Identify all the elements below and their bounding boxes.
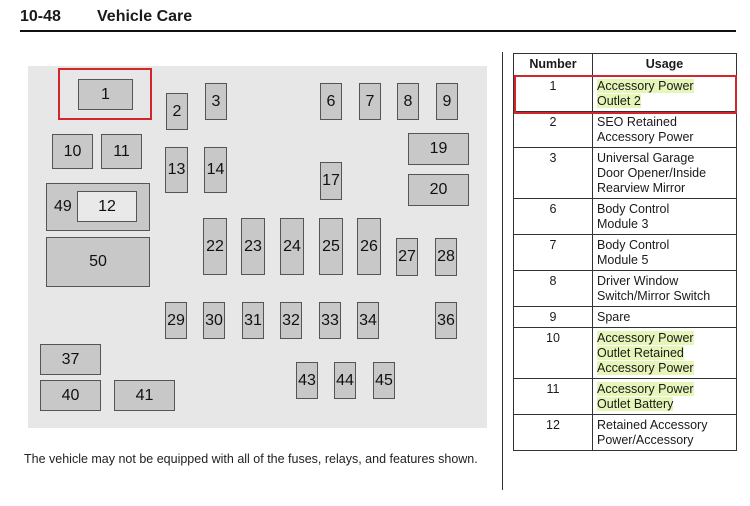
table-header-row (514, 54, 737, 76)
fuse-11: 11 (101, 134, 142, 169)
fuse-number: 11 (514, 379, 593, 415)
fuse-41: 41 (114, 380, 175, 411)
usage-line: Outlet 2 (597, 94, 641, 108)
usage-line: Spare (597, 310, 631, 324)
fuse-2: 2 (166, 93, 188, 130)
fuse-1-highlight-frame (58, 68, 152, 120)
fuse-usage (593, 199, 737, 235)
usage-line: Power/Accessory (597, 433, 694, 447)
usage-line: Module 3 (597, 217, 649, 231)
usage-line: Outlet Battery (597, 397, 674, 411)
fuse-23: 23 (241, 218, 265, 275)
usage-line: Outlet Retained (597, 346, 684, 360)
usage-line: Accessory Power (597, 79, 694, 93)
fuse-32: 32 (280, 302, 302, 339)
fuse-number: 8 (514, 271, 593, 307)
fuse-14: 14 (204, 147, 227, 193)
usage-line: Accessory Power (597, 331, 694, 345)
fuse-6: 6 (320, 83, 342, 120)
fuse-9: 9 (436, 83, 458, 120)
fuse-10: 10 (52, 134, 93, 169)
fuse-usage (593, 112, 737, 148)
table-row (514, 199, 737, 235)
fuse-13: 13 (165, 147, 188, 193)
fuse-30: 30 (203, 302, 225, 339)
fuse-17: 17 (320, 162, 342, 200)
fuse-50: 50 (46, 237, 150, 287)
fuse-number: 7 (514, 235, 593, 271)
usage-line: Module 5 (597, 253, 649, 267)
footnote: The vehicle may not be equipped with all of the fuses, relays, and features shown. (24, 452, 478, 466)
fuse-12: 12 (77, 191, 137, 222)
usage-line: Rearview Mirror (597, 181, 686, 195)
fuse-1: 1 (78, 79, 133, 110)
row-1-highlight-frame (514, 75, 737, 114)
number-column-header: Number (514, 54, 593, 76)
fuse-7: 7 (359, 83, 381, 120)
fuse-37: 37 (40, 344, 101, 375)
fuse-number: 1 (514, 76, 593, 112)
usage-line: Driver Window (597, 274, 679, 288)
fuse-36: 36 (435, 302, 457, 339)
usage-line: Accessory Power (597, 382, 694, 396)
usage-line: Accessory Power (597, 361, 694, 375)
table-row (514, 379, 737, 415)
fuse-usage (593, 328, 737, 379)
usage-line: Accessory Power (597, 130, 694, 144)
page-header (20, 6, 736, 32)
fuse-49: 49 (46, 183, 150, 231)
fuse-usage (593, 148, 737, 199)
usage-line: Retained Accessory (597, 418, 708, 432)
fuse-number: 2 (514, 112, 593, 148)
fuse-29: 29 (165, 302, 187, 339)
fuse-8: 8 (397, 83, 419, 120)
fuse-usage (593, 307, 737, 328)
fuse-number: 6 (514, 199, 593, 235)
usage-line: Body Control (597, 202, 670, 216)
fuse-20: 20 (408, 174, 469, 206)
fuse-43: 43 (296, 362, 318, 399)
fuse-usage (593, 415, 737, 451)
fuse-34: 34 (357, 302, 379, 339)
fuse-33: 33 (319, 302, 341, 339)
page-number: 10-48 (20, 8, 61, 25)
table-row (514, 235, 737, 271)
table-row (514, 415, 737, 451)
usage-line: Universal Garage (597, 151, 695, 165)
fuse-40: 40 (40, 380, 101, 411)
fuse-3: 3 (205, 83, 227, 120)
fuse-26: 26 (357, 218, 381, 275)
fuse-31: 31 (242, 302, 264, 339)
fuse-number: 3 (514, 148, 593, 199)
fuse-28: 28 (435, 238, 457, 276)
usage-line: Door Opener/Inside (597, 166, 707, 180)
fuse-usage (593, 235, 737, 271)
table-row (514, 148, 737, 199)
usage-line: Switch/Mirror Switch (597, 289, 711, 303)
table-row (514, 112, 737, 148)
table-row (514, 271, 737, 307)
fuse-number: 12 (514, 415, 593, 451)
fuse-number: 9 (514, 307, 593, 328)
fuse-block-diagram (28, 66, 487, 428)
fuse-number: 10 (514, 328, 593, 379)
table-row (514, 328, 737, 379)
fuse-44: 44 (334, 362, 356, 399)
fuse-19: 19 (408, 133, 469, 165)
table-row (514, 307, 737, 328)
fuse-24: 24 (280, 218, 304, 275)
fuse-45: 45 (373, 362, 395, 399)
fuse-usage (593, 271, 737, 307)
usage-column-header: Usage (593, 54, 737, 76)
fuse-usage (593, 379, 737, 415)
fuse-22: 22 (203, 218, 227, 275)
fuse-25: 25 (319, 218, 343, 275)
column-divider (502, 52, 503, 490)
usage-line: SEO Retained (597, 115, 677, 129)
section-title: Vehicle Care (97, 8, 193, 25)
fuse-27: 27 (396, 238, 418, 276)
usage-line: Body Control (597, 238, 670, 252)
